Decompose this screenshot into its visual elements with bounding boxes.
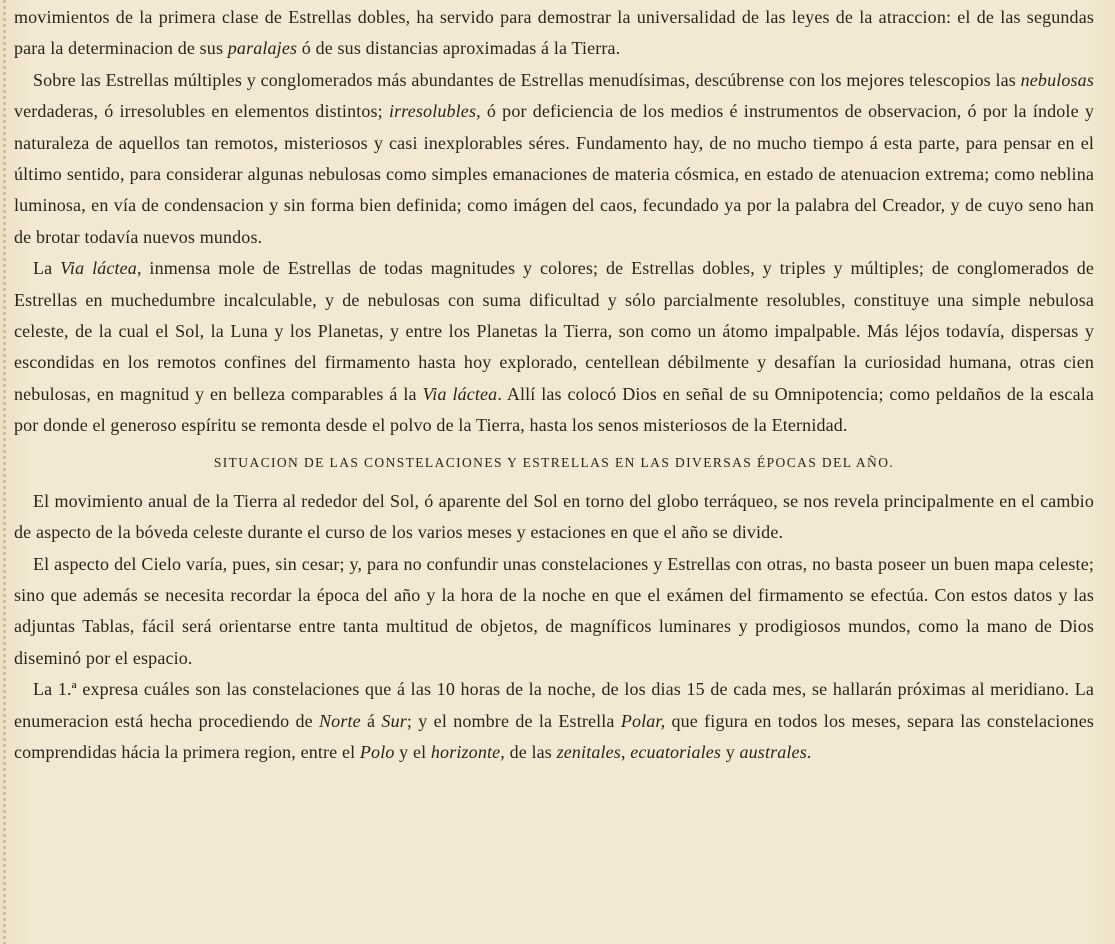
text-run: ó por deficiencia de los medios é instrumentos de observacion, ó por la índole y naturaleza de aquellos tan remotos, misteriosos y casi inexplorables séres. Fundamento hay, de no mucho tiempo á esta parte, para pensar en el último sentido, para considerar algunas nebulosas como simples emanaciones de materia cósmica, en estado de atenuacion extrema; como neblina luminosa, en vía de condensacion y sin forma bien definida; como imágen del caos, fecundado ya por la palabra del Creador, y de cuyo seno han de brotar todavía nuevos mundos. (14, 101, 1095, 247)
text-run: , inmensa mole de Estrellas de todas magnitudes y colores; de Estrellas dobles, y triples y múltiples; de conglomerados de Estrellas en muchedumbre incalculable, y de nebulosas con suma dificultad y sólo parcialmente resolubles, constituye una simple nebulosa celeste, de la cual el Sol, la Luna y los Planetas, y entre los Planetas la Tierra, son como un átomo impalpable. Más léjos todavía, dispersas y escondidas en los remotos confines del firmamento hasta hoy explorado, centellean débilmente y desafían la curiosidad humana, otras cien nebulosas, en magnitud y en belleza comparables á la (14, 258, 1095, 404)
body-text-top (14, 2, 1094, 442)
page-text (14, 2, 1094, 768)
text-run: La (33, 258, 61, 279)
italic-term: Via láctea (60, 258, 137, 279)
italic-term: Polar, (620, 710, 666, 731)
body-text-bottom (14, 486, 1094, 769)
italic-term: Sur (381, 710, 407, 731)
paragraph (14, 549, 1094, 675)
section-heading: SITUACION DE LAS CONSTELACIONES Y ESTRELLAS EN LAS DIVERSAS ÉPOCAS DEL AÑO. (213, 454, 895, 470)
text-run: El movimiento anual de la Tierra al rededor del Sol, ó aparente del Sol en torno del globo terráqueo, se nos revela principalmente en el cambio de aspecto de la bóveda celeste durante el curso de los varios meses y estaciones en que el año se divide. (14, 490, 1094, 543)
text-run: . (806, 741, 812, 762)
text-run: , (620, 741, 631, 762)
text-run: de las (504, 741, 557, 762)
paragraph (14, 65, 1094, 253)
italic-term: zenitales (556, 741, 621, 762)
text-run: á (360, 710, 382, 731)
italic-term: ecuatoriales (630, 741, 722, 762)
italic-term: australes (739, 741, 807, 762)
text-run: La 1.ª expresa cuáles son las constelaciones que á las 10 horas de la noche, de los dias 15 de cada mes, se hallarán próximas al meridiano. La enumeracion está hecha procediendo de (14, 679, 1094, 731)
paragraph (14, 2, 1094, 65)
italic-term: Polo (359, 741, 395, 762)
italic-term: Norte (319, 710, 361, 731)
italic-term: paralajes (227, 38, 298, 59)
text-run: que figura en todos los meses, separa las constelaciones comprendidas hácia la primera region, entre el (14, 710, 1094, 762)
paragraph (14, 674, 1094, 768)
page-binding-edge (3, 0, 6, 944)
italic-term: Via láctea (422, 383, 498, 404)
text-run: . Allí las colocó Dios en señal de su Omnipotencia; como peldaños de la escala por donde el generoso espíritu se remonta desde el polvo de la Tierra, hasta los senos misteriosos de la Eternidad. (14, 383, 1094, 436)
paragraph (14, 253, 1094, 441)
text-run: ; y el nombre de la Estrella (406, 710, 621, 731)
text-run: El aspecto del Cielo varía, pues, sin cesar; y, para no confundir unas constelaciones y Estrellas con otras, no basta poseer un buen mapa celeste; sino que además se necesita recordar la época del año y la hora de la noche en que el exámen del firmamento se efectúa. Con estos datos y las adjuntas Tablas, fácil será orientarse entre tanta multitud de objetos, de magníficos luminares y prodigiosos mundos, como la mano de Dios diseminó por el espacio. (14, 553, 1094, 668)
text-run: y (721, 741, 740, 762)
italic-term: nebulosas (1020, 69, 1094, 90)
text-run: ó de sus distancias aproximadas á la Tierra. (297, 38, 621, 59)
text-run: y el (394, 741, 431, 762)
italic-term: irresolubles, (388, 101, 481, 122)
text-run: Sobre las Estrellas múltiples y conglomerados más abundantes de Estrellas menudísimas, descúbrense con los mejores telescopios las (33, 69, 1021, 90)
text-run: movimientos de la primera clase de Estrellas dobles, ha servido para demostrar la universalidad de las leyes de la atraccion: el de las segundas para la determinacion de sus (14, 7, 1094, 59)
text-run: verdaderas, ó irresolubles en elementos distintos; (14, 101, 389, 122)
italic-term: horizonte, (430, 741, 505, 762)
paragraph (14, 486, 1094, 549)
